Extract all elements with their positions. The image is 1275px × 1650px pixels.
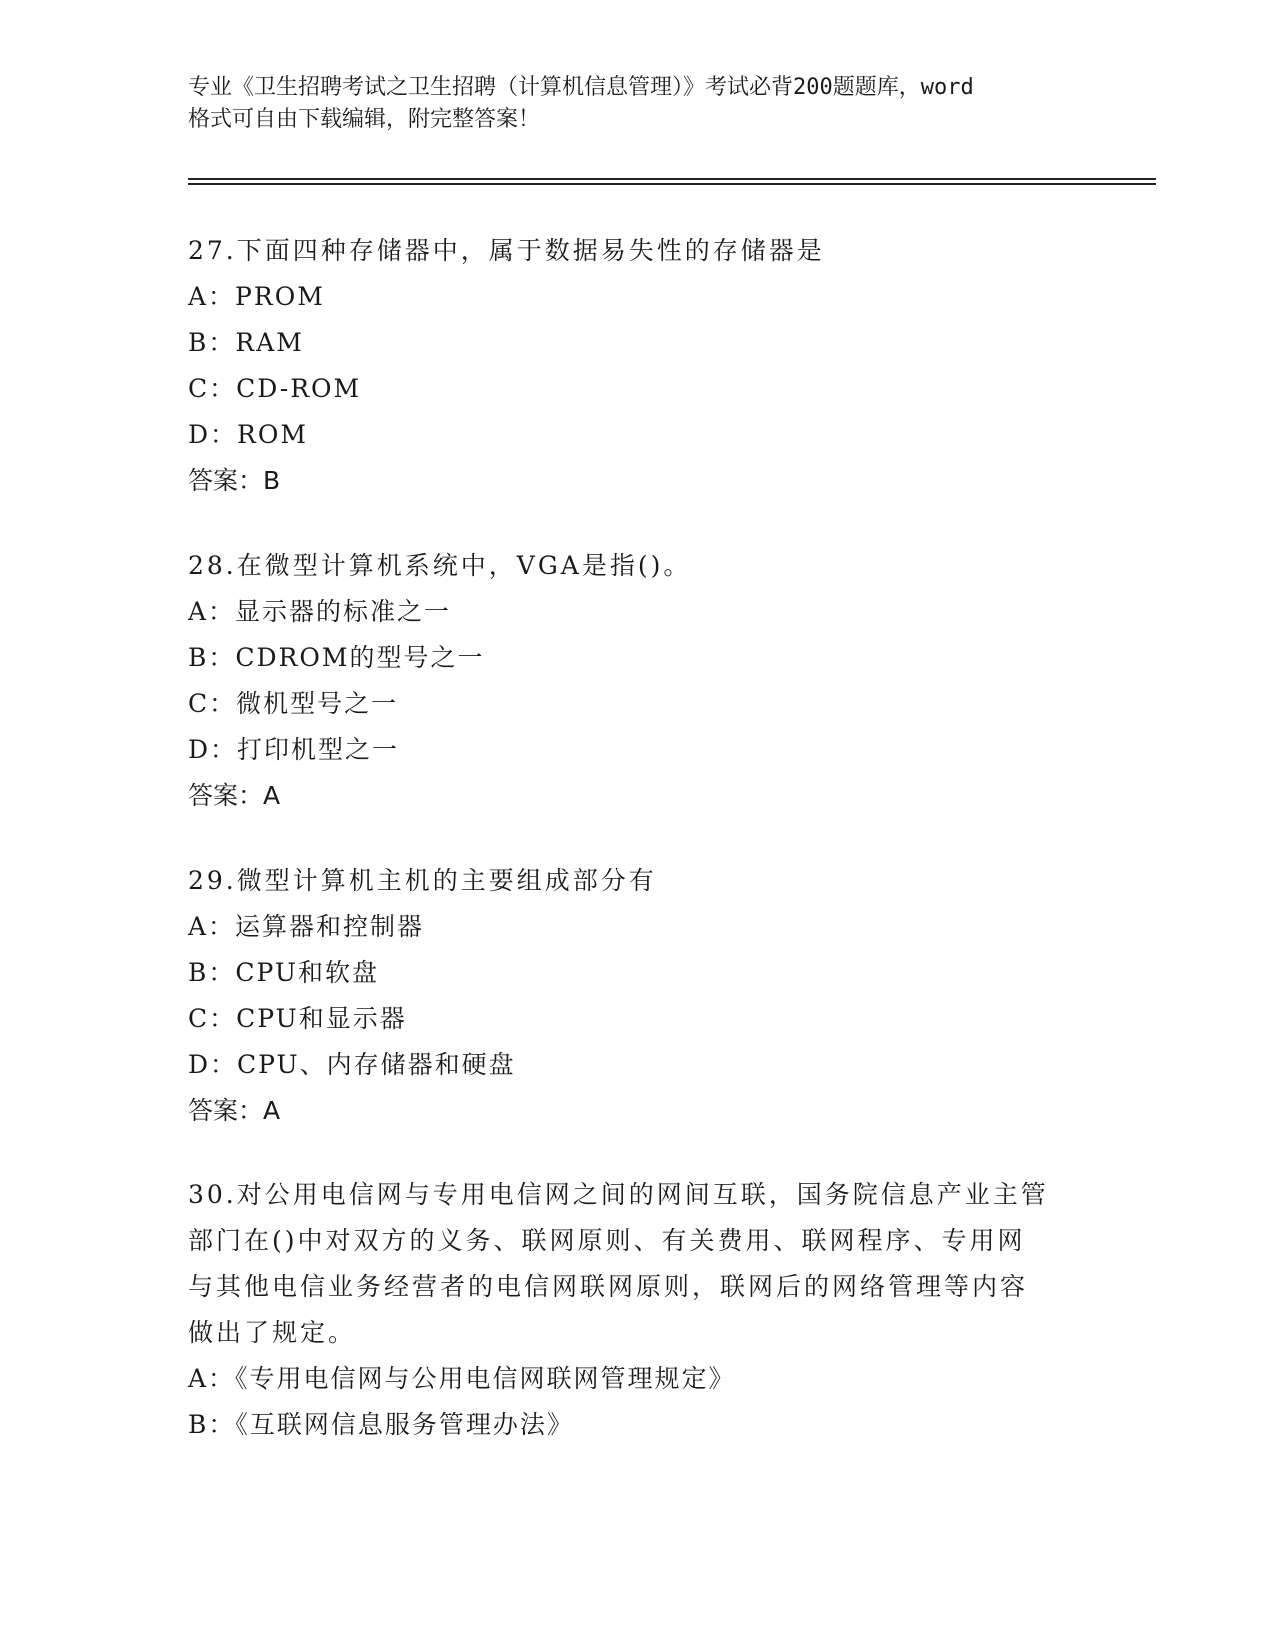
- question-stem-line: 做出了规定。: [188, 1318, 357, 1347]
- question-stem: 28.在微型计算机系统中，VGA是指()。: [188, 551, 692, 580]
- question-27: [188, 228, 1088, 504]
- question-stem: 27.下面四种存储器中，属于数据易失性的存储器是: [188, 236, 825, 265]
- question-28: [188, 543, 1088, 819]
- option-c: C：CD-ROM: [188, 374, 362, 403]
- option-a: A：《专用电信网与公用电信网联网管理规定》: [188, 1364, 736, 1393]
- question-stem-line: 30.对公用电信网与专用电信网之间的网间互联，国务院信息产业主管: [188, 1180, 1049, 1209]
- header-line-2: 格式可自由下载编辑，附完整答案！: [188, 107, 541, 132]
- option-b: B：RAM: [188, 328, 304, 357]
- option-a: A：运算器和控制器: [188, 912, 425, 941]
- option-a: A：PROM: [188, 282, 325, 311]
- header-divider-top: [188, 178, 1156, 180]
- answer-label: 答案：A: [188, 1096, 281, 1125]
- answer-label: 答案：A: [188, 781, 281, 810]
- question-29: [188, 858, 1088, 1134]
- question-stem-line: 与其他电信业务经营者的电信网联网原则，联网后的网络管理等内容: [188, 1272, 1029, 1301]
- option-c: C：微机型号之一: [188, 689, 399, 718]
- question-stem-line: 部门在()中对双方的义务、联网原则、有关费用、联网程序、专用网: [188, 1226, 1026, 1255]
- option-a: A：显示器的标准之一: [188, 597, 452, 626]
- option-b: B：CPU和软盘: [188, 958, 379, 987]
- option-d: D：CPU、内存储器和硬盘: [188, 1050, 516, 1079]
- option-c: C：CPU和显示器: [188, 1004, 407, 1033]
- answer-label: 答案：B: [188, 466, 281, 495]
- option-d: D：打印机型之一: [188, 735, 400, 764]
- header-divider-bottom: [188, 183, 1156, 185]
- header-line-1: 专业《卫生招聘考试之卫生招聘（计算机信息管理）》考试必背200题题库，word: [188, 75, 974, 100]
- question-stem: [188, 1172, 1088, 1356]
- option-d: D：ROM: [188, 420, 308, 449]
- option-b: B：CDROM的型号之一: [188, 643, 485, 672]
- option-b: B：《互联网信息服务管理办法》: [188, 1410, 574, 1439]
- question-stem: 29.微型计算机主机的主要组成部分有: [188, 866, 657, 895]
- question-30: [188, 1172, 1088, 1448]
- document-header: [188, 72, 1088, 136]
